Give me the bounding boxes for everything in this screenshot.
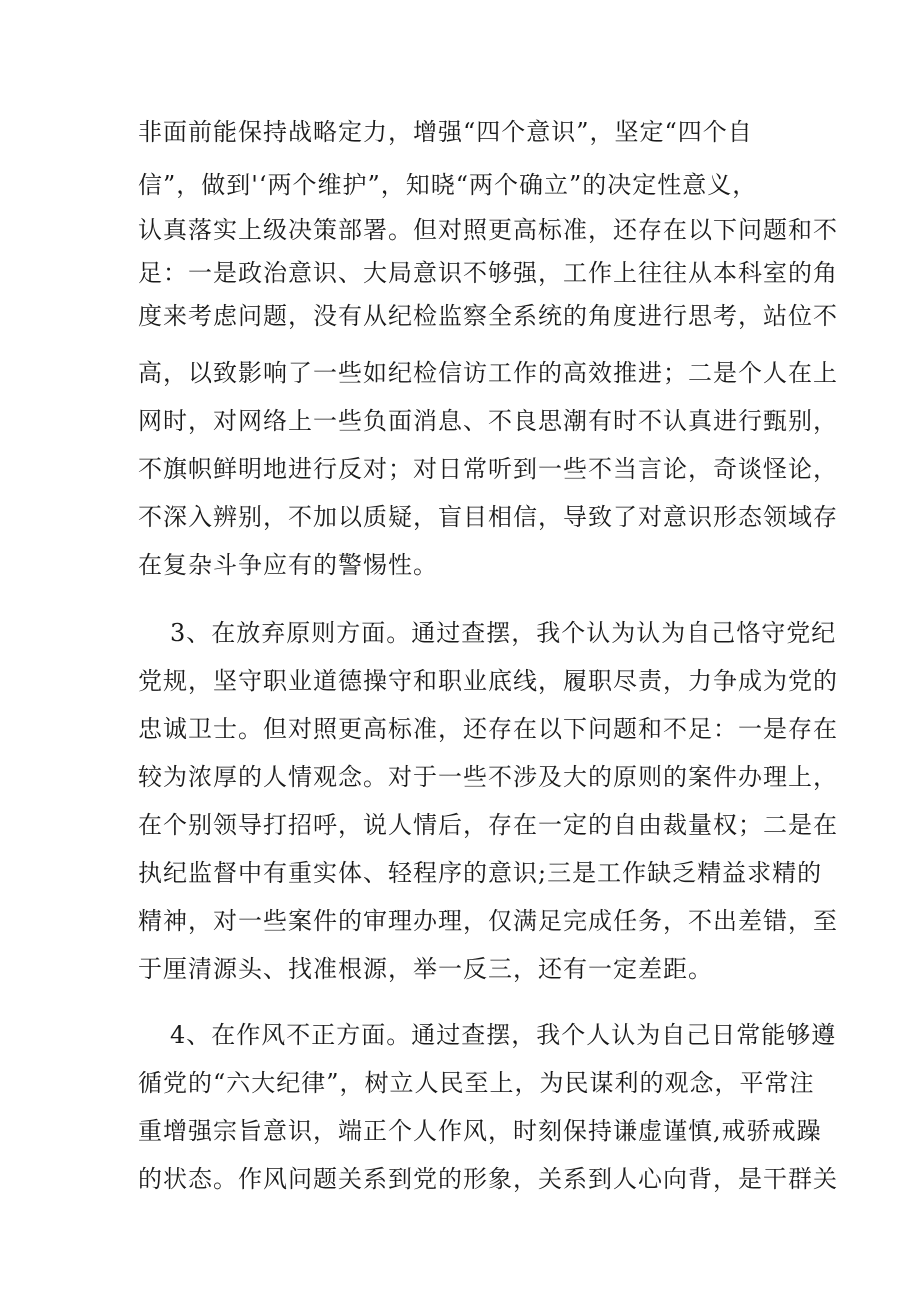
text-line: 度来考虑问题，没有从纪检监察全系统的角度进行思考，站位不 (138, 302, 838, 330)
paragraph-first-line: 3、在放弃原则方面。通过查摆，我个认为认为自己恪守党纪 (170, 619, 837, 647)
text-line: 在个别领导打招呼，说人情后，存在一定的自由裁量权；二是在 (138, 811, 838, 839)
text-line: 高，以致影响了一些如纪检信访工作的高效推进；二是个人在上 (138, 359, 838, 387)
text-line: 的状态。作风问题关系到党的形象，关系到人心向背，是干群关 (138, 1165, 838, 1193)
text-line: 非面前能保持战略定力，增强“四个意识”，坚定“四个自 (138, 118, 753, 146)
text-line: 不旗帜鲜明地进行反对；对日常听到一些不当言论，奇谈怪论， (138, 455, 838, 483)
text-line: 重增强宗旨意识，端正个人作风，时刻保持谦虚谨慎,戒骄戒躁 (138, 1117, 822, 1145)
text-line: 执纪监督中有重实体、轻程序的意识;三是工作缺乏精益求精的 (138, 859, 823, 887)
text-line: 党规，坚守职业道德操守和职业底线，履职尽责，力争成为党的 (138, 667, 838, 695)
text-line: 网时，对网络上一些负面消息、不良思潮有时不认真进行甄别， (138, 407, 838, 435)
text-line: 不深入辨别，不加以质疑，盲目相信，导致了对意识形态领域存 (138, 503, 838, 531)
text-line: 忠诚卫士。但对照更高标准，还存在以下问题和不足：一是存在 (138, 715, 838, 743)
text-line: 循党的“六大纪律”，树立人民至上，为民谋利的观念，平常注 (138, 1069, 815, 1097)
text-line: 于厘清源头、找准根源，举一反三，还有一定差距。 (138, 955, 713, 983)
text-line: 认真落实上级决策部署。但对照更高标准，还存在以下问题和不 (138, 216, 838, 244)
text-line: 足：一是政治意识、大局意识不够强，工作上往往从本科室的角 (138, 259, 838, 287)
text-line: 较为浓厚的人情观念。对于一些不涉及大的原则的案件办理上， (138, 763, 838, 791)
text-line: 精神，对一些案件的审理办理，仅满足完成任务，不出差错，至 (138, 907, 838, 935)
text-line: 在复杂斗争应有的警惕性。 (138, 551, 438, 579)
paragraph-first-line: 4、在作风不正方面。通过查摆，我个人认为自己日常能够遵 (170, 1021, 837, 1049)
text-line: 信”，做到'‘两个维护”，知晓“两个确立”的决定性意义， (138, 171, 758, 199)
